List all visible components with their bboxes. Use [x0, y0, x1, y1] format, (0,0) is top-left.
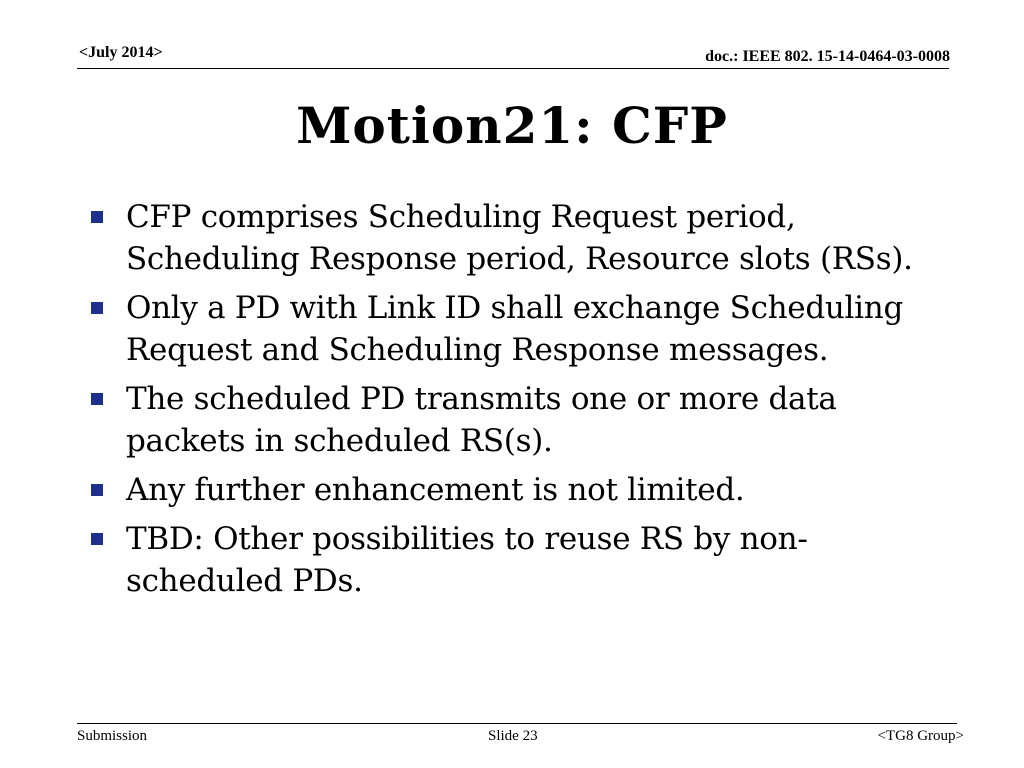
bullet-line: The scheduled PD transmits one or more data — [126, 381, 837, 417]
square-bullet-icon — [91, 211, 103, 223]
bullet-line: Scheduling Response period, Resource slots (RSs). — [126, 241, 913, 277]
footer-divider — [77, 723, 957, 724]
bullet-item — [88, 378, 958, 462]
footer-group: <TG8 Group> — [877, 728, 964, 744]
square-bullet-icon — [91, 484, 103, 496]
header-doc-id: doc.: IEEE 802. 15-14-0464-03-0008 — [705, 48, 950, 65]
bullet-item — [88, 287, 958, 371]
square-bullet-icon — [91, 393, 103, 405]
header-date: <July 2014> — [79, 44, 163, 61]
bullet-line: Any further enhancement is not limited. — [126, 472, 745, 508]
footer-slide-number: Slide 23 — [488, 728, 538, 744]
bullet-item — [88, 196, 958, 280]
slide-title: Motion21: CFP — [296, 96, 728, 155]
bullet-list — [88, 196, 958, 609]
bullet-line: packets in scheduled RS(s). — [126, 423, 553, 459]
bullet-line: Only a PD with Link ID shall exchange Scheduling — [126, 290, 903, 326]
bullet-line: TBD: Other possibilities to reuse RS by non- — [126, 521, 808, 557]
bullet-item — [88, 469, 958, 511]
bullet-line: Request and Scheduling Response messages. — [126, 332, 829, 368]
square-bullet-icon — [91, 302, 103, 314]
square-bullet-icon — [91, 533, 103, 545]
bullet-item — [88, 518, 958, 602]
bullet-line: scheduled PDs. — [126, 563, 363, 599]
footer-submission: Submission — [77, 728, 148, 744]
header-divider — [77, 68, 949, 69]
bullet-line: CFP comprises Scheduling Request period, — [126, 199, 796, 235]
